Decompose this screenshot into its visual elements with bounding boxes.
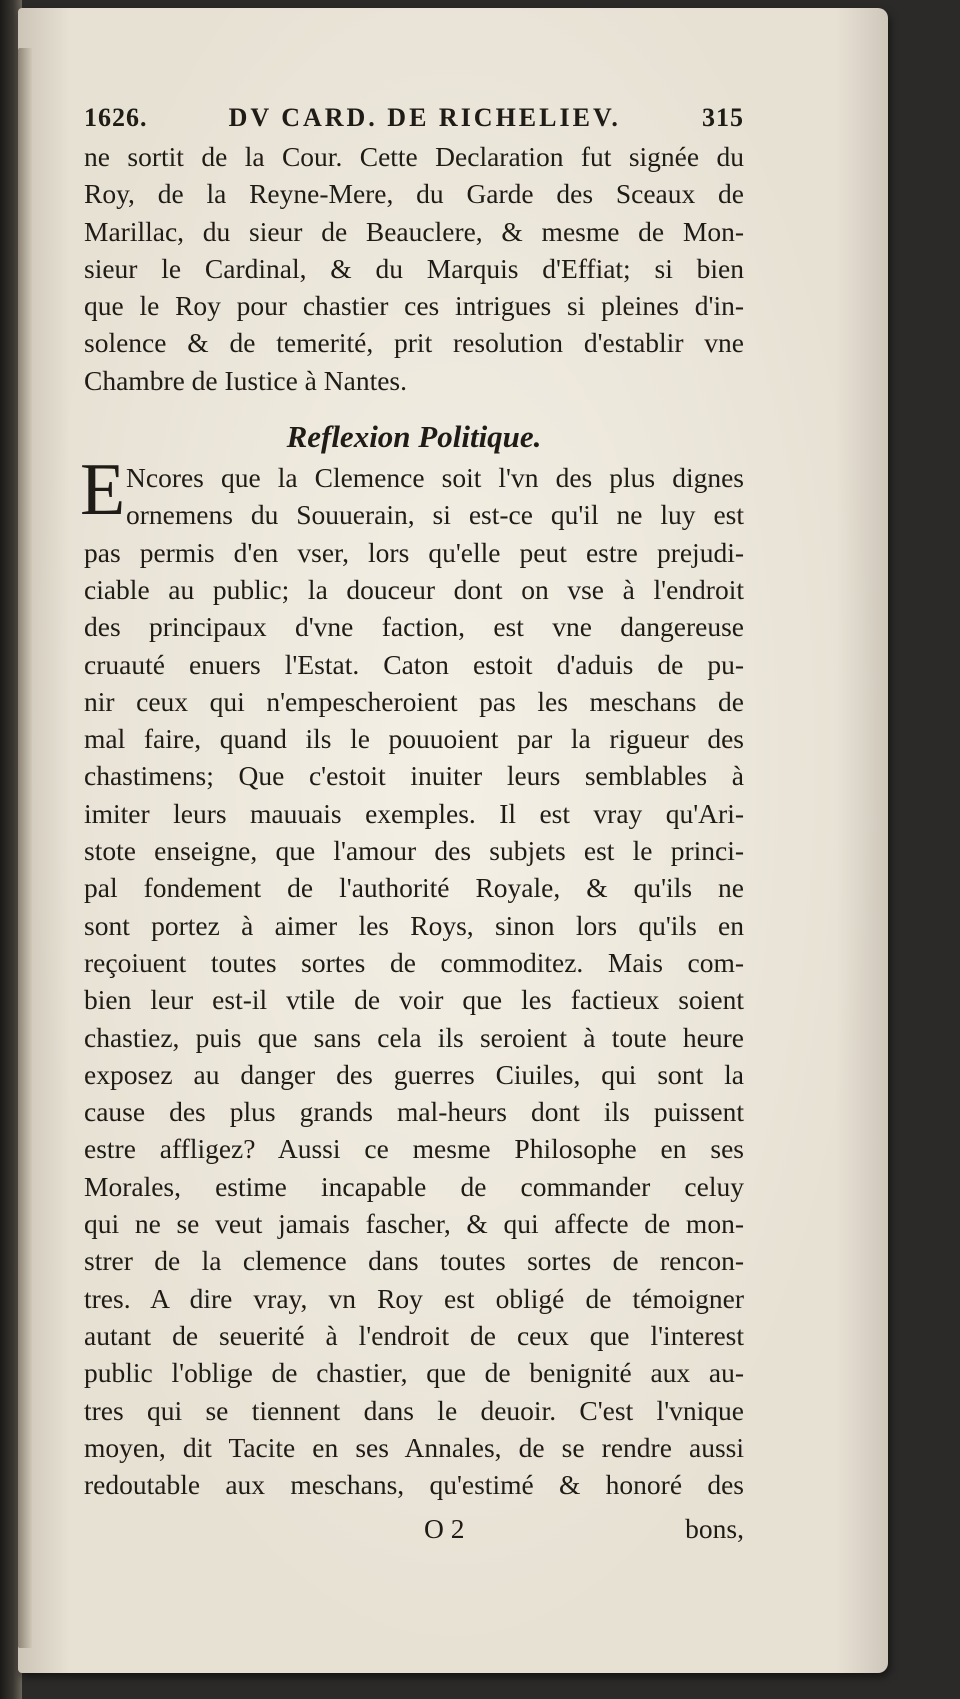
page-footer	[84, 1509, 744, 1549]
text-line: moyen, dit Tacite en ses Annales, de se rendre aussi	[84, 1431, 744, 1463]
text-line: Roy, de la Reyne-Mere, du Garde des Sceaux de	[84, 178, 744, 210]
text-line: des principaux d'vne faction, est vne dangereuse	[84, 611, 744, 643]
text-line: tres qui se tiennent dans le deuoir. C'est l'vnique	[84, 1394, 744, 1426]
header-running-title: DV CARD. DE RICHELIEV.	[228, 103, 621, 132]
text-line: estre affligez? Aussi ce mesme Philosophe en ses	[84, 1133, 744, 1165]
text-line: cause des plus grands mal-heurs dont ils puissent	[84, 1096, 744, 1128]
text-line: que le Roy pour chastier ces intrigues si pleines d'in-	[84, 290, 744, 322]
text-line: pas permis d'en vser, lors qu'elle peut estre prejudi-	[84, 536, 744, 568]
text-line: qui ne se veut jamais fascher, & qui affecte de mon-	[84, 1208, 744, 1240]
text-line: ornemens du Souuerain, si est-ce qu'il ne luy est	[126, 499, 744, 531]
text-line: Morales, estime incapable de commander celuy	[84, 1170, 744, 1202]
text-line: exposez au danger des guerres Ciuiles, qui sont la	[84, 1058, 744, 1090]
text-line: strer de la clemence dans toutes sortes de rencon-	[84, 1245, 744, 1277]
text-line: autant de seuerité à l'endroit de ceux que l'interest	[84, 1319, 744, 1351]
signature-mark: O 2	[424, 1513, 465, 1545]
paragraph-1	[84, 138, 744, 399]
section-heading: Reflexion Politique.	[286, 419, 542, 455]
text-line: chastiez, puis que sans cela ils seroient à toute heure	[84, 1021, 744, 1053]
text-line: solence & de temerité, prit resolution d'establir vne	[84, 327, 744, 359]
running-header	[84, 100, 744, 138]
text-line: ciable au public; la douceur dont on vse à l'endroit	[84, 573, 744, 605]
text-line: nir ceux qui n'empescheroient pas les meschans de	[84, 685, 744, 717]
paragraph-2	[80, 449, 744, 1503]
page-text-block	[80, 100, 744, 1549]
text-line: sieur le Cardinal, & du Marquis d'Effiat; si bien	[84, 252, 744, 284]
text-line: bien leur est-il vtile de voir que les factieux soient	[84, 984, 744, 1016]
text-line: redoutable aux meschans, qu'estimé & honoré des	[84, 1469, 744, 1501]
header-page-number: 315	[702, 103, 744, 132]
page-gutter-edge	[18, 48, 32, 1648]
first-line-text: Ncores que la Clemence soit l'vn des plus dignes	[126, 462, 744, 494]
header-year: 1626.	[84, 103, 148, 132]
book-page	[18, 8, 888, 1673]
text-line: sont portez à aimer les Roys, sinon lors qu'ils en	[84, 909, 744, 941]
text-line: chastimens; Que c'estoit inuiter leurs semblables à	[84, 760, 744, 792]
text-line: Chambre de Iustice à Nantes.	[84, 364, 408, 396]
text-line: reçoiuent toutes sortes de commoditez. Mais com-	[84, 946, 744, 978]
text-line: imiter leurs mauuais exemples. Il est vray qu'Ari-	[84, 797, 744, 829]
text-line: public l'oblige de chastier, que de benignité aux au-	[84, 1357, 744, 1389]
text-line: stote enseigne, que l'amour des subjets est le princi-	[84, 835, 744, 867]
text-line: mal faire, quand ils le pouuoient par la rigueur des	[84, 723, 744, 755]
text-line: pal fondement de l'authorité Royale, & qu'ils ne	[84, 872, 744, 904]
catchword: bons,	[685, 1513, 744, 1545]
text-line: cruauté enuers l'Estat. Caton estoit d'aduis de pu-	[84, 648, 744, 680]
text-line: tres. A dire vray, vn Roy est obligé de témoigner	[84, 1282, 744, 1314]
text-line: Marillac, du sieur de Beauclere, & mesme de Mon-	[84, 215, 744, 247]
text-line: ne sortit de la Cour. Cette Declaration fut signée du	[84, 141, 744, 172]
drop-capital: E	[80, 449, 126, 532]
